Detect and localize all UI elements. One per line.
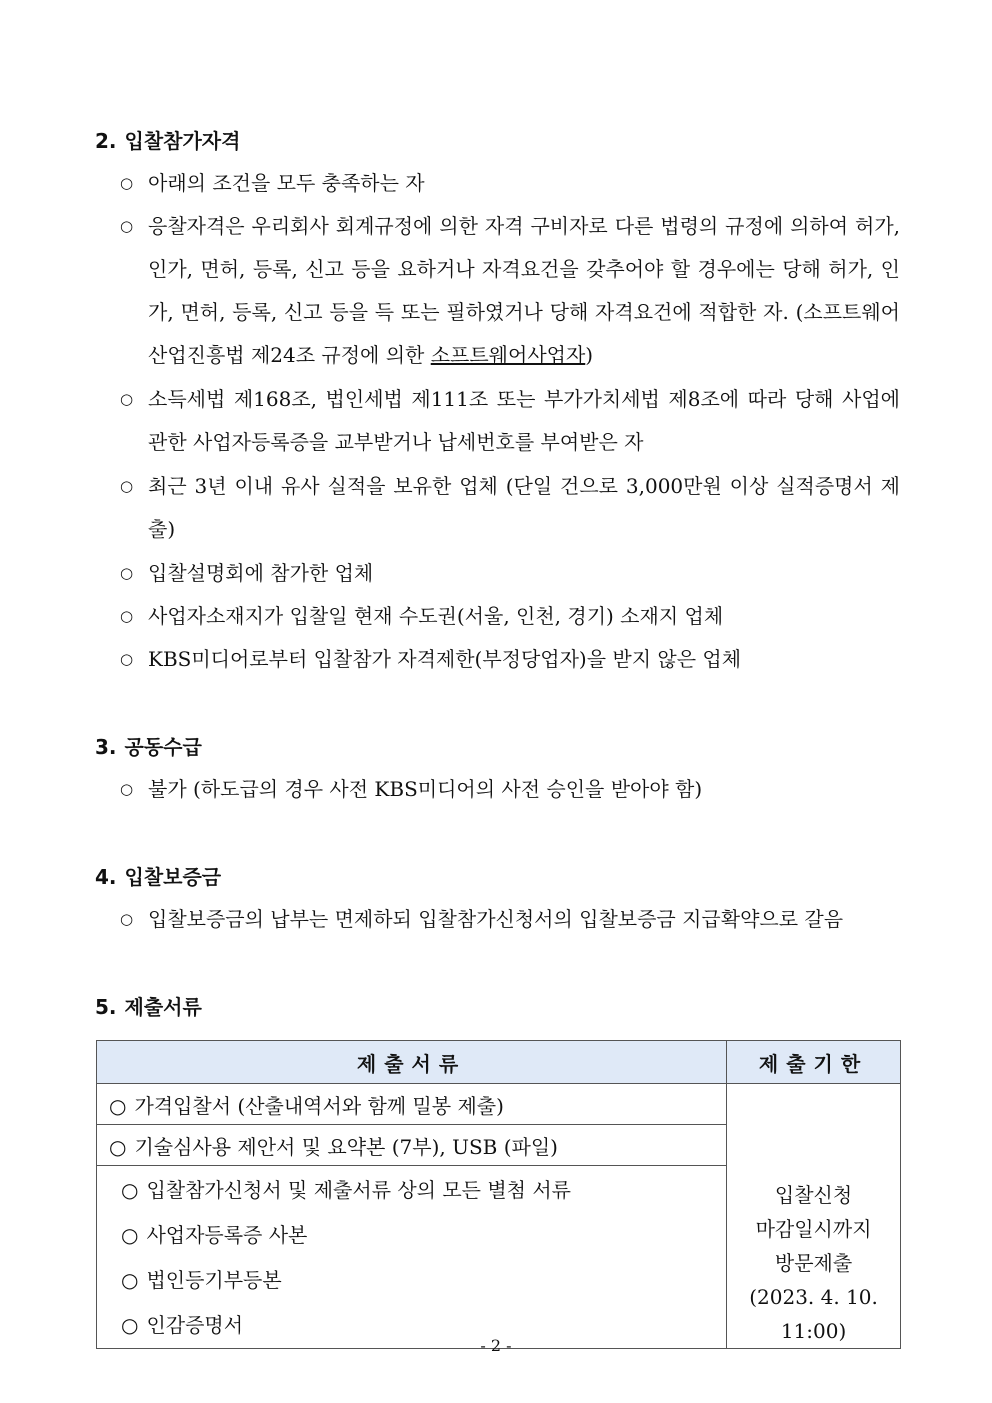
bullet-icon: ○ (120, 390, 134, 408)
section-5-heading (95, 994, 202, 1020)
page-number: - 2 - (480, 1336, 512, 1355)
table-cell-group (97, 1166, 727, 1349)
list-item-text (148, 205, 900, 377)
list-item-text: 최근 3년 이내 유사 실적을 보유한 업체 (단일 건으로 3,000만원 이상 실적증명서 제출) (148, 474, 900, 541)
list-item-text: KBS미디어로부터 입찰참가 자격제한(부정당업자)을 받지 않은 업체 (148, 647, 742, 671)
document-name: 법인등기부등본 (146, 1268, 282, 1292)
list-item-text: 입찰보증금의 납부는 면제하되 입찰참가신청서의 입찰보증금 지급확약으로 갈음 (148, 907, 844, 931)
bullet-icon: ○ (120, 650, 134, 668)
bullet-icon: ○ (120, 780, 134, 798)
list-item-text: 소득세법 제168조, 법인세법 제111조 또는 부가가치세법 제8조에 따라 당해 사업에 관한 사업자등록증을 교부받거나 납세번호를 부여받은 자 (148, 387, 900, 454)
bullet-icon: ○ (120, 174, 134, 192)
section-5-number: 5. (95, 995, 117, 1019)
header-documents: 제출서류 (97, 1041, 727, 1084)
list-item (109, 1258, 714, 1303)
list-item (120, 638, 900, 681)
table-cell (97, 1084, 727, 1125)
list-item-text: 아래의 조건을 모두 충족하는 자 (148, 171, 425, 195)
table-header-row (97, 1041, 901, 1084)
deadline-line: 입찰신청 (774, 1183, 853, 1207)
circle-bullet-icon: ○ (121, 1313, 139, 1337)
bullet-icon: ○ (120, 910, 134, 928)
deadline-cell (727, 1084, 901, 1349)
list-item-text: 입찰설명회에 참가한 업체 (148, 561, 374, 585)
list-item (120, 465, 900, 551)
list-item-text: 불가 (하도급의 경우 사전 KBS미디어의 사전 승인을 받아야 함) (148, 777, 703, 801)
section-2-title: 입찰참가자격 (124, 129, 241, 153)
header-deadline: 제출기한 (727, 1041, 901, 1084)
circle-bullet-icon: ○ (109, 1093, 127, 1118)
document-name: 인감증명서 (146, 1313, 244, 1337)
circle-bullet-icon: ○ (121, 1223, 139, 1247)
qualification-text-end: ) (585, 343, 594, 367)
submission-documents-table (96, 1040, 901, 1349)
list-item-text: 사업자소재지가 입찰일 현재 수도권(서울, 인천, 경기) 소재지 업체 (148, 604, 724, 628)
list-item (109, 1166, 714, 1213)
document-name: 기술심사용 제안서 및 요약본 (7부), USB (파일) (134, 1134, 558, 1159)
bullet-icon: ○ (120, 217, 134, 235)
section-4-title: 입찰보증금 (124, 865, 222, 889)
list-item (120, 768, 900, 811)
bullet-icon: ○ (120, 477, 134, 495)
section-4-heading (95, 864, 221, 890)
bullet-icon: ○ (120, 607, 134, 625)
section-5-title: 제출서류 (124, 995, 202, 1019)
document-name: 가격입찰서 (산출내역서와 함께 밀봉 제출) (134, 1093, 504, 1118)
list-item (120, 205, 900, 377)
list-item (120, 595, 900, 638)
section-2-number: 2. (95, 129, 117, 153)
section-3-heading (95, 734, 202, 760)
list-item (120, 552, 900, 595)
list-item (120, 898, 900, 941)
list-item (120, 378, 900, 464)
deadline-line: 마감일시까지 (755, 1217, 872, 1241)
section-3-number: 3. (95, 735, 117, 759)
section-3-title: 공동수급 (124, 735, 202, 759)
list-item (120, 162, 900, 205)
circle-bullet-icon: ○ (121, 1268, 139, 1292)
bullet-icon: ○ (120, 564, 134, 582)
table-cell (97, 1125, 727, 1166)
section-4-number: 4. (95, 865, 117, 889)
table-row (97, 1084, 901, 1125)
deadline-line: 방문제출 (774, 1251, 853, 1275)
deadline-line: (2023. 4. 10. (749, 1285, 878, 1309)
document-name: 입찰참가신청서 및 제출서류 상의 모든 별첨 서류 (146, 1178, 571, 1202)
software-business-underlined: 소프트웨어사업자 (430, 343, 586, 367)
deadline-line: 11:00) (780, 1319, 847, 1343)
circle-bullet-icon: ○ (109, 1134, 127, 1159)
list-item (109, 1213, 714, 1258)
document-name: 사업자등록증 사본 (146, 1223, 308, 1247)
qualification-text: 응찰자격은 우리회사 회계규정에 의한 자격 구비자로 다른 법령의 규정에 의하여 허가, 인가, 면허, 등록, 신고 등을 요하거나 자격요건을 갖추어야 할 경우에는 당해 허가, 인가, 면허, 등록, 신고 등을 득 또는 필하였거나 당해 자격요건에 적합한 자. (소프트웨어산업진흥법 제24조 규정에 의한 (148, 214, 900, 367)
circle-bullet-icon: ○ (121, 1178, 139, 1202)
section-2-heading (95, 128, 240, 154)
